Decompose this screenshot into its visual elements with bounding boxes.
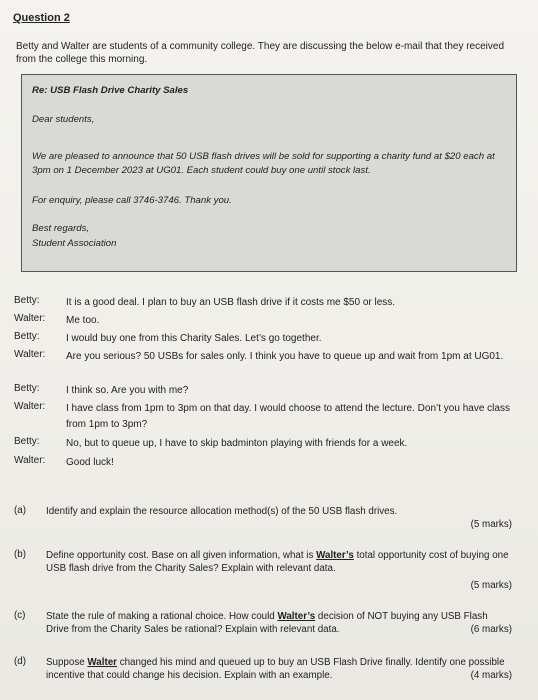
part-text-start: Suppose bbox=[46, 657, 88, 668]
part-text bbox=[46, 549, 512, 575]
part-text-start: State the rule of making a rational choice. How could bbox=[46, 611, 278, 622]
emphasized-name: Walter bbox=[87, 657, 117, 668]
email-greeting: Dear students, bbox=[32, 114, 95, 125]
line-text: I think so. Are you with me? bbox=[66, 385, 189, 396]
line-text: Me too. bbox=[66, 315, 100, 326]
line-text: It is a good deal. I plan to buy an USB flash drive if it costs me $50 or less. bbox=[66, 297, 396, 308]
email-subject: Re: USB Flash Drive Charity Sales bbox=[32, 85, 189, 96]
emphasized-name: Walter’s bbox=[277, 611, 316, 622]
part-text bbox=[46, 656, 512, 682]
line-text: Are you serious? 50 USBs for sales only. I think you have to queue up and wait from 1pm at UG01. bbox=[66, 351, 504, 362]
part-text bbox=[46, 505, 512, 518]
part-text-end: total opportunity cost of buying one USB flash drive from the Charity Sales? Explain with relevant data. bbox=[46, 550, 509, 574]
speaker: Walter: bbox=[14, 313, 46, 324]
speaker: Betty: bbox=[14, 331, 40, 342]
part-marks: (6 marks) bbox=[470, 624, 512, 635]
emphasized-name: Walter’s bbox=[316, 550, 354, 561]
speaker: Walter: bbox=[14, 401, 46, 412]
question-intro: Betty and Walter are students of a community college. They are discussing the below e-mail that they received from the college this morning. bbox=[16, 41, 505, 65]
part-label: (d) bbox=[14, 656, 26, 667]
speaker: Betty: bbox=[14, 436, 40, 447]
part-text bbox=[46, 610, 512, 636]
question-title: Question 2 bbox=[13, 12, 70, 24]
part-label: (a) bbox=[14, 505, 26, 516]
part-text-start: Define opportunity cost. Base on all given information, what is bbox=[46, 550, 317, 561]
email-signature: Student Association bbox=[32, 238, 117, 249]
speaker: Walter: bbox=[14, 455, 46, 466]
email-closing: Best regards, bbox=[32, 223, 90, 234]
part-text-end: changed his mind and queued up to buy an USB Flash Drive finally. Identify one possible incentive that could change his decision. Explain with an example. bbox=[46, 657, 505, 681]
line-text: Good luck! bbox=[66, 457, 114, 468]
line-text: I would buy one from this Charity Sales. Let’s go together. bbox=[66, 333, 322, 344]
part-text-start: Identify and explain the resource allocation method(s) of the 50 USB flash drives. bbox=[46, 506, 398, 517]
part-label: (b) bbox=[14, 549, 26, 560]
part-marks: (5 marks) bbox=[470, 580, 512, 591]
line-text: I have class from 1pm to 3pm on that day. I would choose to attend the lecture. Don’t you have class from 1pm to 3pm? bbox=[66, 403, 510, 430]
part-marks: (5 marks) bbox=[470, 519, 512, 530]
email-box bbox=[21, 74, 517, 272]
line-text: No, but to queue up, I have to skip badminton playing with friends for a week. bbox=[66, 438, 408, 449]
speaker: Betty: bbox=[14, 383, 40, 394]
part-text-end: decision of NOT buying any USB Flash Drive from the Charity Sales be rational? Explain with relevant data. bbox=[46, 611, 488, 635]
email-body: We are pleased to announce that 50 USB flash drives will be sold for supporting a charity fund at $20 each at 3pm on 1 December 2023 at UG01. Each student could buy one until stock last. bbox=[32, 151, 495, 176]
part-marks: (4 marks) bbox=[470, 670, 512, 681]
part-label: (c) bbox=[14, 610, 26, 621]
speaker: Betty: bbox=[14, 295, 40, 306]
speaker: Walter: bbox=[14, 349, 46, 360]
email-enquiry: For enquiry, please call 3746-3746. Thank you. bbox=[32, 195, 232, 206]
